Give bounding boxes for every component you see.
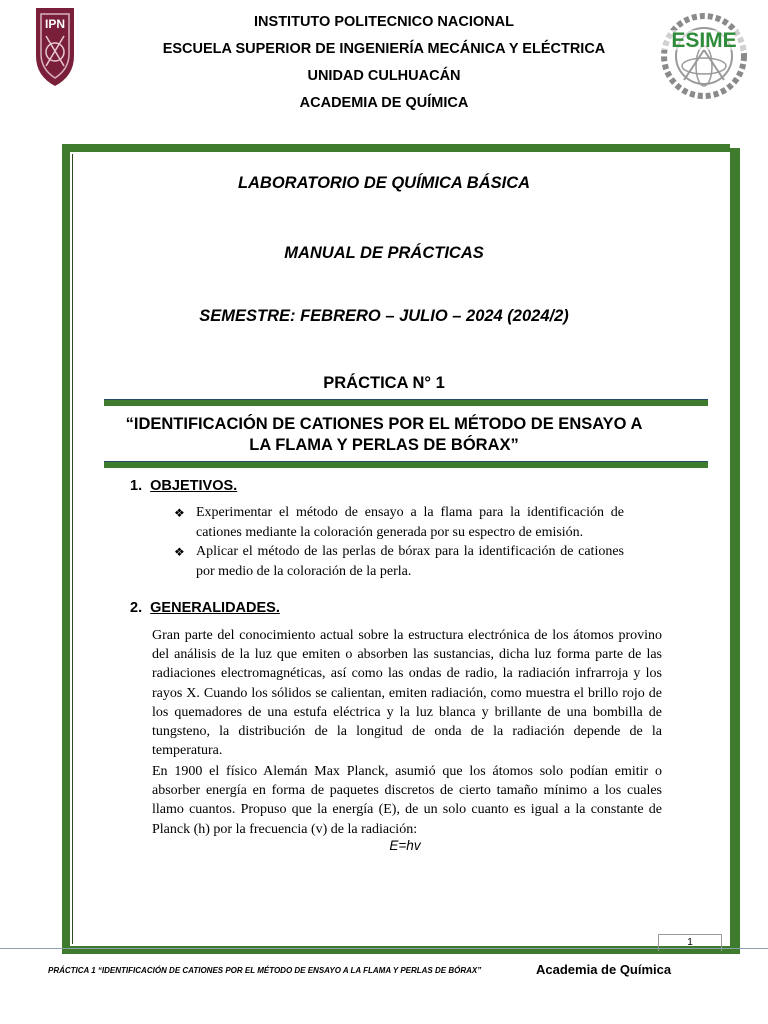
footer-practice-title: PRÁCTICA 1 “IDENTIFICACIÓN DE CATIONES POR EL MÉTODO DE ENSAYO A LA FLAMA Y PERLAS DE BÓRAX” [48, 966, 482, 975]
frame-left-border [62, 144, 70, 954]
frame-inner-line [72, 154, 73, 944]
practice-title-line1: “IDENTIFICACIÓN DE CATIONES POR EL MÉTODO DE ENSAYO A [125, 415, 643, 433]
footer-divider [0, 948, 768, 949]
frame-right-border [730, 148, 740, 954]
diamond-bullet-icon: ❖ [174, 506, 185, 520]
header-institute: INSTITUTO POLITECNICO NACIONAL [254, 14, 514, 30]
manual-title: MANUAL DE PRÁCTICAS [284, 244, 484, 262]
header-academy: ACADEMIA DE QUÍMICA [299, 95, 469, 111]
section-number: 2. [130, 600, 143, 616]
list-item [174, 503, 624, 543]
footer-academy: Academia de Química [536, 962, 672, 977]
frame-top-border [62, 144, 730, 152]
diamond-bullet-icon: ❖ [174, 545, 185, 559]
section-title: GENERALIDADES. [150, 600, 280, 616]
lab-title: LABORATORIO DE QUÍMICA BÁSICA [237, 174, 531, 192]
ipn-logo-text: IPN [44, 17, 66, 31]
practice-title-line2: LA FLAMA Y PERLAS DE BÓRAX” [249, 436, 519, 454]
practice-number: PRÁCTICA N° 1 [323, 374, 445, 392]
objective-text: Aplicar el método de las perlas de bórax para la identificación de cationes por medio de la coloración de la perla. [196, 544, 624, 579]
list-item [174, 542, 624, 582]
header-unit: UNIDAD CULHUACÁN [307, 68, 461, 84]
section-title: OBJETIVOS. [150, 478, 238, 494]
paragraph: Gran parte del conocimiento actual sobre la estructura electrónica de los átomos provino del análisis de la luz que emiten o absorben las sustancias, dicha luz forma parte de las radiaciones electromagnéticas, así como las ondas de radio, la radiación infrarroja y los rayos X. Cuando los sólidos se calientan, emiten radiación, como muestra el brillo rojo de los quemadores de una estufa eléctrica y la luz blanca y brillante de una bombilla de tungsteno, la distribución de la longitud de onda de la radiación depende de la temperatura. [152, 628, 662, 759]
semester-title: SEMESTRE: FEBRERO – JULIO – 2024 (2024/2) [199, 307, 569, 325]
title-bar-bottom [104, 461, 708, 468]
esime-logo-text: ESIME [671, 29, 737, 52]
equation: E=hv [389, 838, 421, 853]
paragraph: En 1900 el físico Alemán Max Planck, asumió que los átomos solo podían emitir o absorber energía en forma de paquetes discretos de cierto tamaño mínimo a los cuales llamo cuantos. Propuso que la energía (E), de un solo cuanto es igual a la constante de Planck (h) por la frecuencia (v) de la radiación: [152, 764, 662, 837]
section-objetivos-heading [130, 478, 237, 494]
title-bar-top [104, 399, 708, 406]
header-school: ESCUELA SUPERIOR DE INGENIERÍA MECÁNICA Y ELÉCTRICA [162, 41, 606, 57]
objective-text: Experimentar el método de ensayo a la flama para la identificación de cationes mediante la coloración generada por su espectro de emisión. [196, 505, 624, 540]
section-generalidades-heading [130, 600, 280, 616]
section-number: 1. [130, 478, 143, 494]
page-number: 1 [658, 934, 722, 951]
